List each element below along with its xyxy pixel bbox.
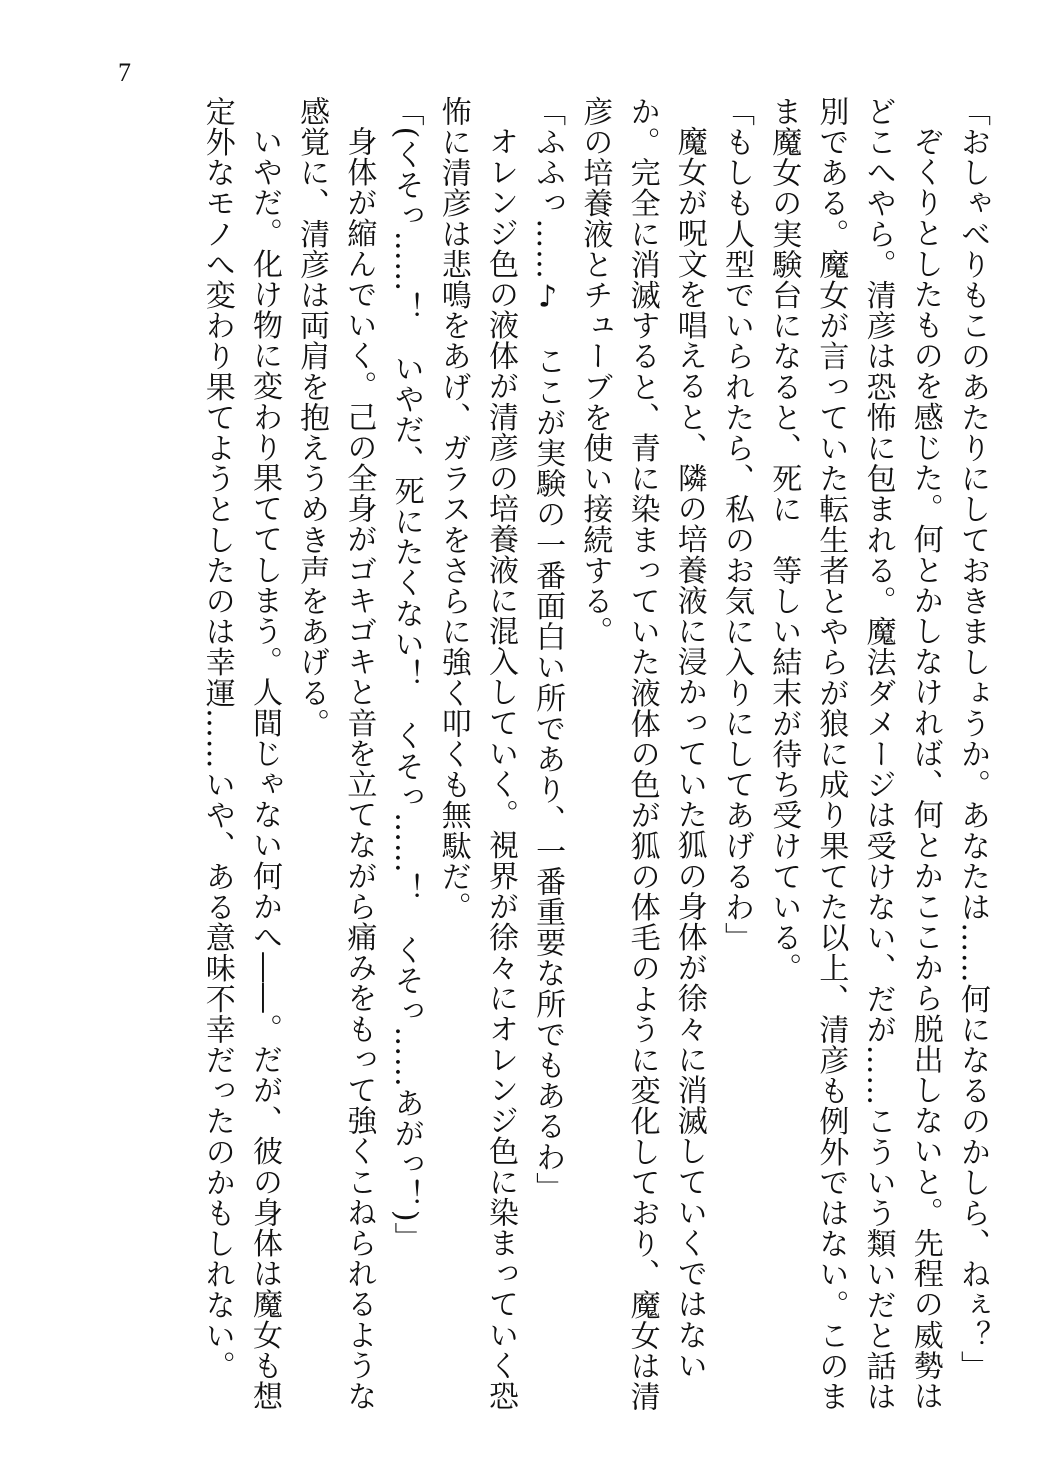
dialogue-paragraph: 「(くそっ……！ いやだ、死にたくない！ くそっ……！ くそっ……あがっ！)」: [388, 96, 424, 1253]
page-number: 7: [118, 58, 131, 87]
narration-paragraph: 身体が縮んでいく。己の全身がゴキゴキと音を立てながら痛みをもって強くこねられるような感覚に、清彦は両肩を抱えうめき声をあげる。: [294, 96, 377, 1412]
body-text: [194, 96, 996, 1426]
dialogue-paragraph: 「ふふっ……♪ ここが実験の一番面白い所であり、一番重要な所でもあるわ」: [530, 96, 566, 1203]
dialogue-paragraph: 「おしゃべりもこのあたりにしておきましょうか。あなたは……何になるのかしら、ねぇ？」: [955, 96, 990, 1382]
narration-paragraph: オレンジ色の液体が清彦の培養液に混入していく。視界が徐々にオレンジ色に染まっていく恐怖に清彦は悲鳴をあげ、ガラスをさらに強く叩くも無駄だ。: [435, 96, 518, 1412]
narration-paragraph: 魔女が呪文を唱えると、隣の培養液に浸かっていた狐の身体が徐々に消滅していくではないか。完全に消滅すると、青に染まっていた液体の色が狐の体毛のように変化しており、魔女は清彦の培養液とチューブを使い接続する。: [577, 96, 707, 1412]
dialogue-paragraph: 「もしも人型でいられたら、私のお気に入りにしてあげるわ」: [718, 96, 754, 953]
narration-paragraph: いやだ。化け物に変わり果ててしまう。人間じゃない何かへ――。だが、彼の身体は魔女も想定外なモノへ変わり果てようとしたのは幸運……いや、ある意味不幸だったのかもしれない。: [199, 96, 282, 1412]
narration-paragraph: ぞくりとしたものを感じた。何とかしなければ、何とかここから脱出しないと。先程の威勢はどこへやら。清彦は恐怖に包まれる。魔法ダメージは受けない、だが……こういう類いだと話は別である。魔女が言っていた転生者とやらが狼に成り果てた以上、清彦も例外ではない。このまま魔女の実験台になると、死に 等しい結末が待ち受けている。: [766, 96, 943, 1412]
